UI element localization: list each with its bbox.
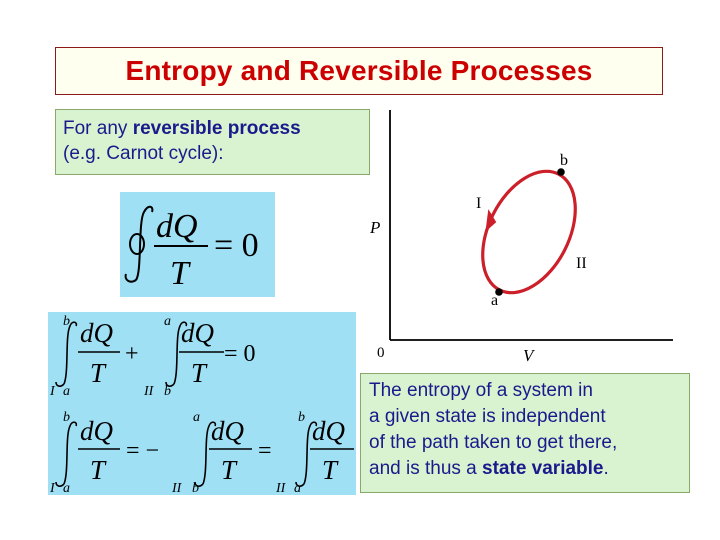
path-1-label: I — [476, 195, 482, 212]
r1t1-path: I — [50, 384, 55, 399]
note-line-1: The entropy of a system in — [369, 380, 593, 401]
path-integrals-svg — [48, 312, 356, 495]
page-title: Entropy and Reversible Processes — [125, 55, 593, 86]
reversible-cycle-curve — [464, 156, 594, 308]
eq1-denominator: T — [170, 255, 189, 292]
r2t3-upper: b — [298, 410, 305, 425]
note-line-4-bold: state variable — [482, 458, 604, 479]
r2t2-numerator: dQ — [211, 416, 244, 446]
r2t2-path: II — [172, 481, 182, 495]
closed-integral-svg — [120, 192, 275, 297]
pressure-axis-label: P — [370, 218, 381, 237]
r1t1-integral-sign — [56, 322, 76, 386]
r1-rhs: = 0 — [224, 341, 256, 367]
r1t2-lower: b — [164, 384, 171, 399]
note-line-3: of the path taken to get there, — [369, 432, 618, 453]
r2t2-denominator: T — [221, 455, 237, 485]
r1t1-lower: a — [63, 384, 70, 399]
r2t1-upper: b — [63, 410, 70, 425]
r2t3-lower: a — [294, 481, 301, 495]
volume-axis-label: V — [523, 346, 534, 365]
r1t2-denominator: T — [191, 358, 207, 388]
point-a-label: a — [491, 292, 499, 309]
r1t2-upper: a — [164, 314, 171, 329]
note-line-4-prefix: and is thus a — [369, 458, 483, 479]
title-box — [55, 47, 663, 95]
loop-circle — [130, 234, 144, 254]
origin-label: 0 — [377, 345, 385, 361]
eq1-numerator: dQ — [156, 208, 198, 245]
r2t3-numerator: dQ — [312, 416, 345, 446]
r2t3-denominator: T — [322, 455, 338, 485]
intro-bold: reversible process — [132, 118, 301, 139]
r2t1-denominator: T — [90, 455, 106, 485]
r2-op1: = − — [126, 438, 160, 464]
r1t2-path: II — [144, 384, 154, 399]
intro-box — [55, 109, 370, 175]
intro-line-1 — [63, 116, 363, 141]
r2t2-upper: a — [193, 410, 200, 425]
path-2-label: II — [576, 255, 587, 272]
r2t1-numerator: dQ — [80, 416, 113, 446]
r1t2-numerator: dQ — [181, 318, 214, 348]
pv-diagram — [365, 105, 685, 375]
r2t3-path: II — [276, 481, 286, 495]
r2t2-lower: b — [192, 481, 199, 495]
point-b-label: b — [560, 152, 568, 169]
r1t1-denominator: T — [90, 358, 106, 388]
point-b-marker — [557, 168, 565, 176]
intro-line-2: (e.g. Carnot cycle): — [63, 143, 224, 164]
eq1-rhs: = 0 — [214, 227, 259, 264]
r1t1-numerator: dQ — [80, 318, 113, 348]
note-line-4 — [369, 456, 683, 482]
r2-op2: = — [258, 438, 272, 464]
r2t1-lower: a — [63, 481, 70, 495]
r2t1-path: I — [50, 481, 55, 495]
note-line-4-suffix: . — [603, 458, 609, 479]
r1t1-upper: b — [63, 314, 70, 329]
r2t1-integral-sign — [56, 422, 76, 486]
note-line-2: a given state is independent — [369, 406, 606, 427]
closed-integral-equation — [120, 192, 275, 297]
r1-op: + — [125, 341, 139, 367]
path-integrals-equation — [48, 312, 356, 495]
intro-prefix: For any — [63, 118, 133, 139]
pv-diagram-svg — [365, 105, 685, 375]
note-box — [360, 373, 690, 493]
